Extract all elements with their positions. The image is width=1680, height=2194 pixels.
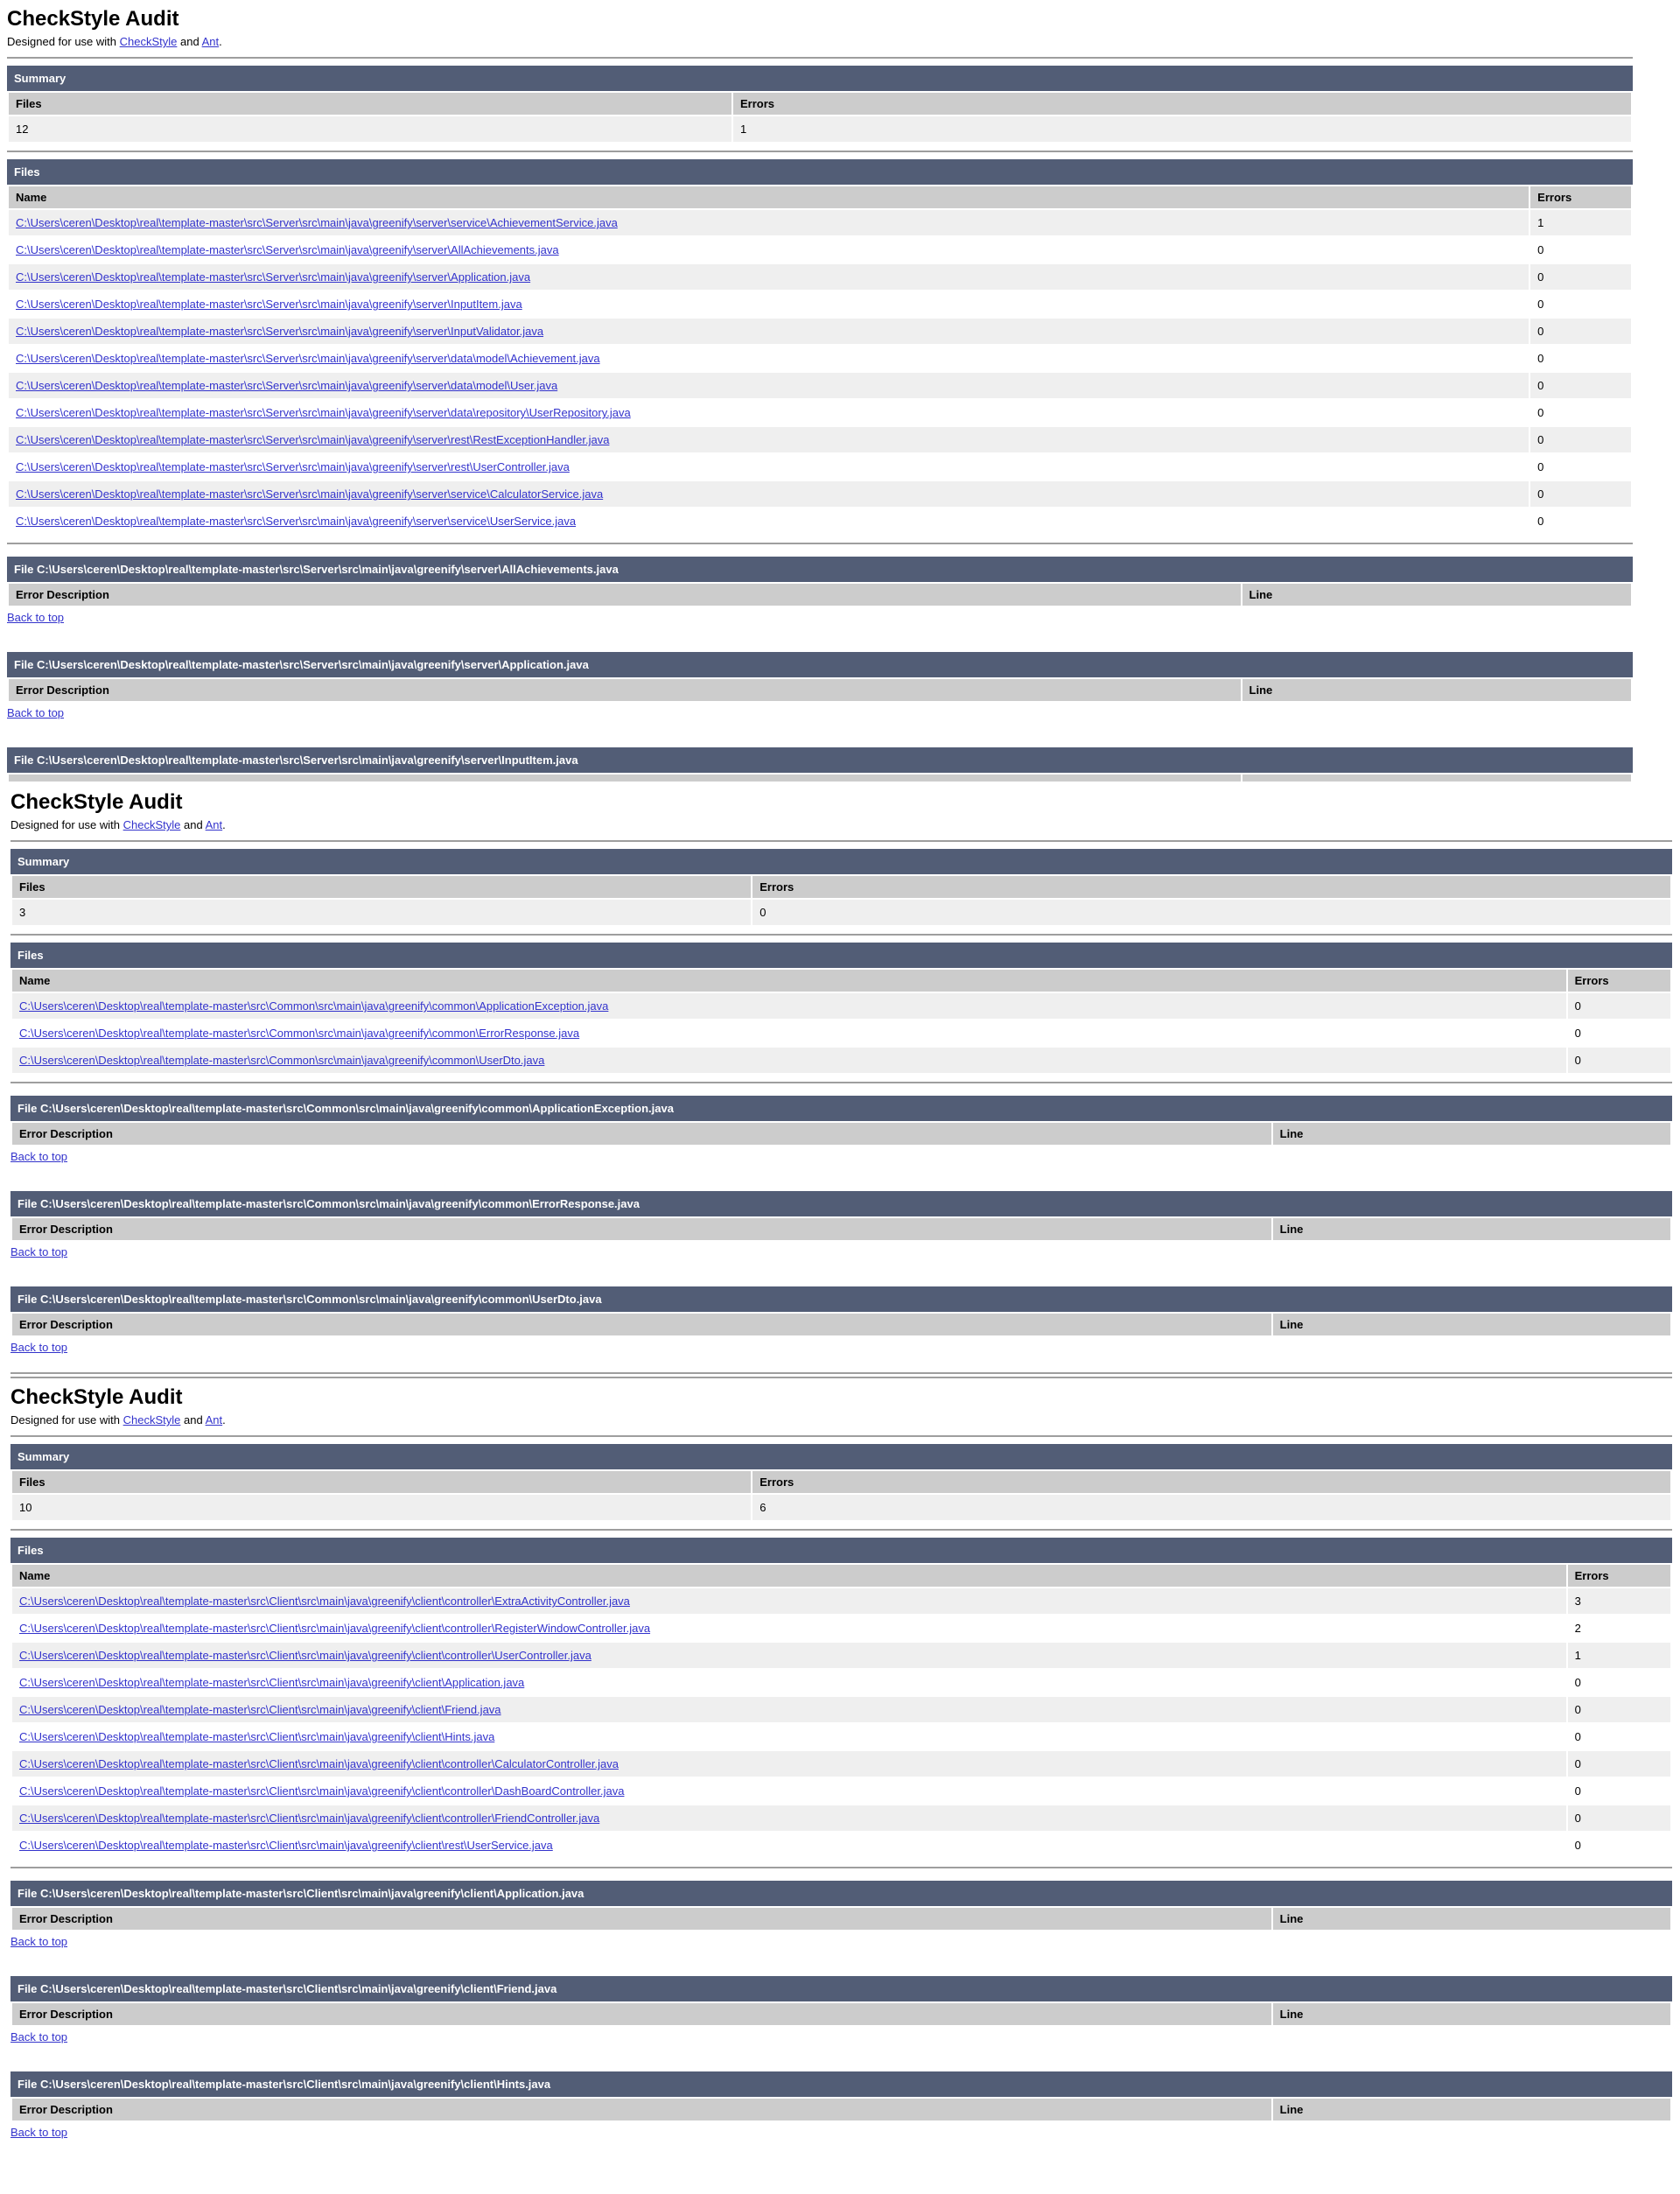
page-title: CheckStyle Audit [7,7,179,31]
table-row [12,1778,1670,1804]
file-name-cell [12,1670,1566,1695]
line-column-header: Line [1242,584,1631,606]
file-detail-section [10,1881,1672,1964]
subtitle [7,35,1633,48]
file-path-link[interactable]: C:\Users\ceren\Desktop\real\template-master\src\Client\src\main\java\greenify\client\Hints.java [19,1730,495,1743]
table-row [12,1670,1670,1695]
table-row [9,427,1631,452]
error-count-cell: 0 [1568,1670,1670,1695]
table-row [12,900,1670,925]
table-row [9,400,1631,425]
back-to-top-link[interactable]: Back to top [10,1341,68,1354]
table-row [12,993,1670,1019]
error-count-cell: 0 [1568,1751,1670,1777]
file-path-link[interactable]: C:\Users\ceren\Desktop\real\template-master\src\Client\src\main\java\greenify\client\controller\RegisterWindowController.java [19,1622,651,1635]
file-path-link[interactable]: C:\Users\ceren\Desktop\real\template-master\src\Client\src\main\java\greenify\client\Application.java [19,1676,525,1689]
file-name-cell [9,319,1529,344]
files-header-bar: Files [10,1538,1672,1563]
file-path-label: C:\Users\ceren\Desktop\real\template-master\src\Common\src\main\java\greenify\common\ApplicationException.java [40,1102,674,1115]
file-header-bar [7,557,1633,582]
error-description-column-header: Error Description [9,679,1241,701]
file-path-label: C:\Users\ceren\Desktop\real\template-master\src\Client\src\main\java\greenify\client\Friend.java [40,1982,557,1995]
file-name-cell [9,264,1529,290]
errors-column-header: Errors [1568,1565,1670,1587]
file-prefix-label: File [18,1197,38,1210]
divider [10,1529,1672,1531]
file-path-link[interactable]: C:\Users\ceren\Desktop\real\template-master\src\Common\src\main\java\greenify\common\ApplicationException.java [19,999,609,1013]
files-table [7,185,1633,536]
error-description-column-header: Error Description [12,1218,1271,1240]
subtitle-text: and [184,818,203,831]
file-header-bar [7,747,1633,773]
file-path-label: C:\Users\ceren\Desktop\real\template-master\src\Common\src\main\java\greenify\common\ErrorResponse.java [40,1197,640,1210]
files-header-bar: Files [10,943,1672,968]
file-path-link[interactable]: C:\Users\ceren\Desktop\real\template-master\src\Server\src\main\java\greenify\server\rest\UserController.java [16,460,570,473]
file-path-link[interactable]: C:\Users\ceren\Desktop\real\template-master\src\Server\src\main\java\greenify\server\InputValidator.java [16,325,544,338]
table-row [9,481,1631,507]
table-row [12,1616,1670,1641]
error-detail-table [7,582,1633,607]
page-title: CheckStyle Audit [10,790,183,814]
error-count-cell: 0 [1530,373,1631,398]
table-row [12,1697,1670,1722]
file-name-cell [12,1048,1566,1073]
file-header-bar [10,1191,1672,1216]
files-table [10,968,1672,1075]
file-header-bar [10,1976,1672,2001]
file-prefix-label: File [18,1102,38,1115]
table-row [9,373,1631,398]
file-prefix-label: File [18,1293,38,1306]
file-detail-sections [7,557,1633,783]
file-header-bar [10,1096,1672,1121]
subtitle-text: . [222,818,226,831]
table-row [12,1020,1670,1046]
error-count-cell: 0 [1530,319,1631,344]
ant-link[interactable]: Ant [205,1413,223,1426]
error-count-cell: 0 [1568,1048,1670,1073]
file-name-cell [12,1833,1566,1858]
file-name-cell [12,1588,1566,1614]
subtitle-text: and [180,35,200,48]
errors-column-header: Errors [752,876,1670,898]
back-to-top-link[interactable]: Back to top [10,1150,68,1163]
file-prefix-label: File [18,1887,38,1900]
summary-header-bar: Summary [10,1444,1672,1469]
file-detail-section [10,1191,1672,1274]
files-table [10,1563,1672,1860]
table-header-row [12,1565,1670,1587]
file-name-cell [9,346,1529,371]
file-detail-section [7,652,1633,735]
divider [10,1372,1672,1374]
table-header-row [12,970,1670,992]
file-path-label: C:\Users\ceren\Desktop\real\template-master\src\Server\src\main\java\greenify\server\Application.java [37,658,589,671]
error-description-column-header: Error Description [12,1908,1271,1930]
checkstyle-link[interactable]: CheckStyle [119,35,178,48]
error-description-column-header: Error Description [12,1123,1271,1145]
file-name-cell [12,1805,1566,1831]
back-to-top-link[interactable]: Back to top [10,1245,68,1258]
file-name-cell [12,1778,1566,1804]
table-header-row [12,1314,1670,1335]
summary-errors-count: 6 [752,1495,1670,1520]
subtitle-text: Designed for use with [10,818,121,831]
file-name-cell [12,1643,1566,1668]
file-name-cell [9,291,1529,317]
summary-header-bar: Summary [7,66,1633,91]
checkstyle-report [0,1385,1672,2155]
errors-column-header: Errors [752,1471,1670,1493]
back-to-top-link[interactable]: Back to top [7,706,65,719]
error-count-cell: 2 [1568,1616,1670,1641]
subtitle-text: Designed for use with [10,1413,121,1426]
file-path-label: C:\Users\ceren\Desktop\real\template-master\src\Server\src\main\java\greenify\server\InputItem.java [37,754,578,767]
table-header-row [12,1123,1670,1145]
file-path-link[interactable]: C:\Users\ceren\Desktop\real\template-master\src\Client\src\main\java\greenify\client\controller\CalculatorController.java [19,1757,619,1770]
file-path-link[interactable]: C:\Users\ceren\Desktop\real\template-master\src\Client\src\main\java\greenify\client\controller\FriendController.java [19,1812,600,1825]
summary-table [10,1469,1672,1522]
file-detail-sections [10,1096,1672,1370]
table-row [12,1588,1670,1614]
error-description-column-header [9,775,1241,782]
file-header-bar [10,1286,1672,1312]
files-column-header: Files [12,1471,751,1493]
file-path-link[interactable]: C:\Users\ceren\Desktop\real\template-master\src\Client\src\main\java\greenify\client\controller\DashBoardController.java [19,1784,625,1798]
table-row [12,1048,1670,1073]
table-row [9,237,1631,263]
errors-column-header: Errors [1530,186,1631,208]
subtitle-text: Designed for use with [7,35,117,48]
name-column-header: Name [9,186,1529,208]
divider [10,934,1672,936]
file-path-label: C:\Users\ceren\Desktop\real\template-master\src\Client\src\main\java\greenify\client\Hints.java [40,2078,551,2091]
table-row [12,1833,1670,1858]
error-detail-table [10,1312,1672,1337]
error-description-column-header: Error Description [12,1314,1271,1335]
file-path-link[interactable]: C:\Users\ceren\Desktop\real\template-master\src\Server\src\main\java\greenify\server\data\repository\UserRepository.java [16,406,631,419]
file-name-cell [12,1616,1566,1641]
file-name-cell [9,400,1529,425]
checkstyle-report [0,7,1633,783]
file-path-label: C:\Users\ceren\Desktop\real\template-master\src\Server\src\main\java\greenify\server\AllAchievements.java [37,563,619,576]
summary-errors-count: 0 [752,900,1670,925]
files-column-header: Files [9,93,732,115]
ant-link[interactable]: Ant [201,35,220,48]
checkstyle-link[interactable]: CheckStyle [122,818,181,831]
back-to-top-link[interactable]: Back to top [10,2126,68,2139]
subtitle [10,818,1672,831]
error-detail-table [10,1121,1672,1146]
divider [7,543,1633,544]
table-header-row [9,775,1631,782]
error-count-cell: 0 [1568,1020,1670,1046]
table-row [9,319,1631,344]
divider [10,1377,1672,1378]
errors-column-header: Errors [733,93,1631,115]
file-name-cell [9,508,1529,534]
table-row [9,291,1631,317]
error-detail-table [10,1906,1672,1931]
file-path-label: C:\Users\ceren\Desktop\real\template-master\src\Client\src\main\java\greenify\client\Application.java [40,1887,584,1900]
error-count-cell: 0 [1530,508,1631,534]
error-count-cell: 0 [1568,993,1670,1019]
summary-errors-count: 1 [733,116,1631,142]
table-row [9,454,1631,480]
file-name-cell [9,454,1529,480]
error-detail-table [10,2097,1672,2122]
file-detail-sections [10,1881,1672,2155]
table-header-row [12,2099,1670,2120]
error-count-cell: 0 [1568,1778,1670,1804]
file-header-bar [7,652,1633,677]
error-detail-table [10,1216,1672,1242]
table-row [12,1724,1670,1749]
summary-files-count: 12 [9,116,732,142]
error-count-cell: 1 [1530,210,1631,235]
table-header-row [12,1471,1670,1493]
table-row [9,346,1631,371]
error-count-cell: 0 [1568,1724,1670,1749]
file-detail-section [10,1976,1672,2059]
file-name-cell [12,1724,1566,1749]
file-detail-section [10,2071,1672,2155]
file-header-bar [10,2071,1672,2097]
page-title: CheckStyle Audit [10,1385,183,1409]
table-header-row [12,1908,1670,1930]
file-path-link[interactable]: C:\Users\ceren\Desktop\real\template-master\src\Server\src\main\java\greenify\server\service\CalculatorService.java [16,487,604,501]
name-column-header: Name [12,970,1566,992]
error-count-cell: 0 [1530,237,1631,263]
error-count-cell: 0 [1530,346,1631,371]
error-detail-table [7,677,1633,703]
files-column-header: Files [12,876,751,898]
table-header-row [9,584,1631,606]
file-path-link[interactable]: C:\Users\ceren\Desktop\real\template-master\src\Common\src\main\java\greenify\common\ErrorResponse.java [19,1027,580,1040]
table-row [12,1751,1670,1777]
file-path-link[interactable]: C:\Users\ceren\Desktop\real\template-master\src\Server\src\main\java\greenify\server\service\UserService.java [16,515,577,528]
file-path-link[interactable]: C:\Users\ceren\Desktop\real\template-master\src\Server\src\main\java\greenify\server\rest\RestExceptionHandler.java [16,433,610,446]
files-header-bar: Files [7,159,1633,185]
file-name-cell [12,1751,1566,1777]
file-name-cell [9,427,1529,452]
error-count-cell: 0 [1568,1833,1670,1858]
file-header-bar [10,1881,1672,1906]
divider [10,1435,1672,1437]
file-prefix-label: File [14,754,34,767]
file-detail-section [10,1096,1672,1179]
table-header-row [12,1218,1670,1240]
table-row [9,264,1631,290]
subtitle-text: . [222,1413,226,1426]
error-description-column-header: Error Description [9,584,1241,606]
table-row [12,1495,1670,1520]
file-path-link[interactable]: C:\Users\ceren\Desktop\real\template-master\src\Common\src\main\java\greenify\common\UserDto.java [19,1054,545,1067]
table-header-row [9,93,1631,115]
error-count-cell: 0 [1530,291,1631,317]
error-count-cell: 0 [1530,264,1631,290]
file-path-link[interactable]: C:\Users\ceren\Desktop\real\template-master\src\Server\src\main\java\greenify\server\InputItem.java [16,298,522,311]
file-detail-section [7,747,1633,783]
file-path-link[interactable]: C:\Users\ceren\Desktop\real\template-master\src\Server\src\main\java\greenify\server\Application.java [16,270,531,284]
error-count-cell: 0 [1530,481,1631,507]
file-name-cell [9,373,1529,398]
reports-root [0,7,1680,2155]
summary-table [10,874,1672,927]
divider [7,57,1633,59]
file-detail-section [10,1286,1672,1370]
back-to-top-link[interactable]: Back to top [10,1935,68,1948]
subtitle-text: and [184,1413,203,1426]
subtitle [10,1413,1672,1426]
error-description-column-header: Error Description [12,2003,1271,2025]
summary-files-count: 10 [12,1495,751,1520]
error-count-cell: 0 [1568,1697,1670,1722]
checkstyle-report [0,790,1672,1378]
error-count-cell: 0 [1530,427,1631,452]
table-header-row [9,679,1631,701]
table-row [12,1643,1670,1668]
table-header-row [12,2003,1670,2025]
file-detail-section [7,557,1633,640]
file-name-cell [9,210,1529,235]
error-count-cell: 1 [1568,1643,1670,1668]
file-path-link[interactable]: C:\Users\ceren\Desktop\real\template-master\src\Server\src\main\java\greenify\server\data\model\Achievement.java [16,352,600,365]
divider [10,1082,1672,1083]
divider [10,840,1672,842]
table-header-row [9,186,1631,208]
table-row [9,210,1631,235]
error-count-cell: 0 [1530,400,1631,425]
file-prefix-label: File [14,563,34,576]
divider [10,1867,1672,1868]
file-prefix-label: File [14,658,34,671]
file-path-link[interactable]: C:\Users\ceren\Desktop\real\template-master\src\Client\src\main\java\greenify\client\controller\UserController.java [19,1649,592,1662]
line-column-header: Line [1273,1908,1670,1930]
subtitle-text: . [219,35,222,48]
file-prefix-label: File [18,1982,38,1995]
ant-link[interactable]: Ant [205,818,223,831]
divider [7,151,1633,152]
line-column-header [1242,775,1631,782]
table-header-row [12,876,1670,898]
errors-column-header: Errors [1568,970,1670,992]
summary-header-bar: Summary [10,849,1672,874]
back-to-top-link[interactable]: Back to top [10,2030,68,2043]
name-column-header: Name [12,1565,1566,1587]
line-column-header: Line [1273,2003,1670,2025]
table-row [12,1805,1670,1831]
file-name-cell [9,481,1529,507]
file-name-cell [12,993,1566,1019]
line-column-header: Line [1242,679,1631,701]
file-path-label: C:\Users\ceren\Desktop\real\template-master\src\Common\src\main\java\greenify\common\UserDto.java [40,1293,602,1306]
error-detail-table [10,2001,1672,2027]
file-name-cell [12,1020,1566,1046]
error-description-column-header: Error Description [12,2099,1271,2120]
summary-files-count: 3 [12,900,751,925]
line-column-header: Line [1273,1314,1670,1335]
checkstyle-link[interactable]: CheckStyle [122,1413,181,1426]
line-column-header: Line [1273,2099,1670,2120]
file-name-cell [9,237,1529,263]
file-path-link[interactable]: C:\Users\ceren\Desktop\real\template-master\src\Client\src\main\java\greenify\client\Friend.java [19,1703,501,1716]
file-path-link[interactable]: C:\Users\ceren\Desktop\real\template-master\src\Client\src\main\java\greenify\client\controller\ExtraActivityController.java [19,1595,630,1608]
file-prefix-label: File [18,2078,38,2091]
table-row [9,508,1631,534]
file-name-cell [12,1697,1566,1722]
file-path-link[interactable]: C:\Users\ceren\Desktop\real\template-master\src\Server\src\main\java\greenify\server\service\AchievementService.java [16,216,618,229]
summary-table [7,91,1633,144]
file-path-link[interactable]: C:\Users\ceren\Desktop\real\template-master\src\Server\src\main\java\greenify\server\data\model\User.java [16,379,558,392]
error-detail-table [7,773,1633,783]
table-row [9,116,1631,142]
error-count-cell: 0 [1530,454,1631,480]
error-count-cell: 3 [1568,1588,1670,1614]
error-count-cell: 0 [1568,1805,1670,1831]
file-path-link[interactable]: C:\Users\ceren\Desktop\real\template-master\src\Server\src\main\java\greenify\server\AllAchievements.java [16,243,559,256]
line-column-header: Line [1273,1218,1670,1240]
back-to-top-link[interactable]: Back to top [7,611,65,624]
line-column-header: Line [1273,1123,1670,1145]
file-path-link[interactable]: C:\Users\ceren\Desktop\real\template-master\src\Client\src\main\java\greenify\client\rest\UserService.java [19,1839,553,1852]
